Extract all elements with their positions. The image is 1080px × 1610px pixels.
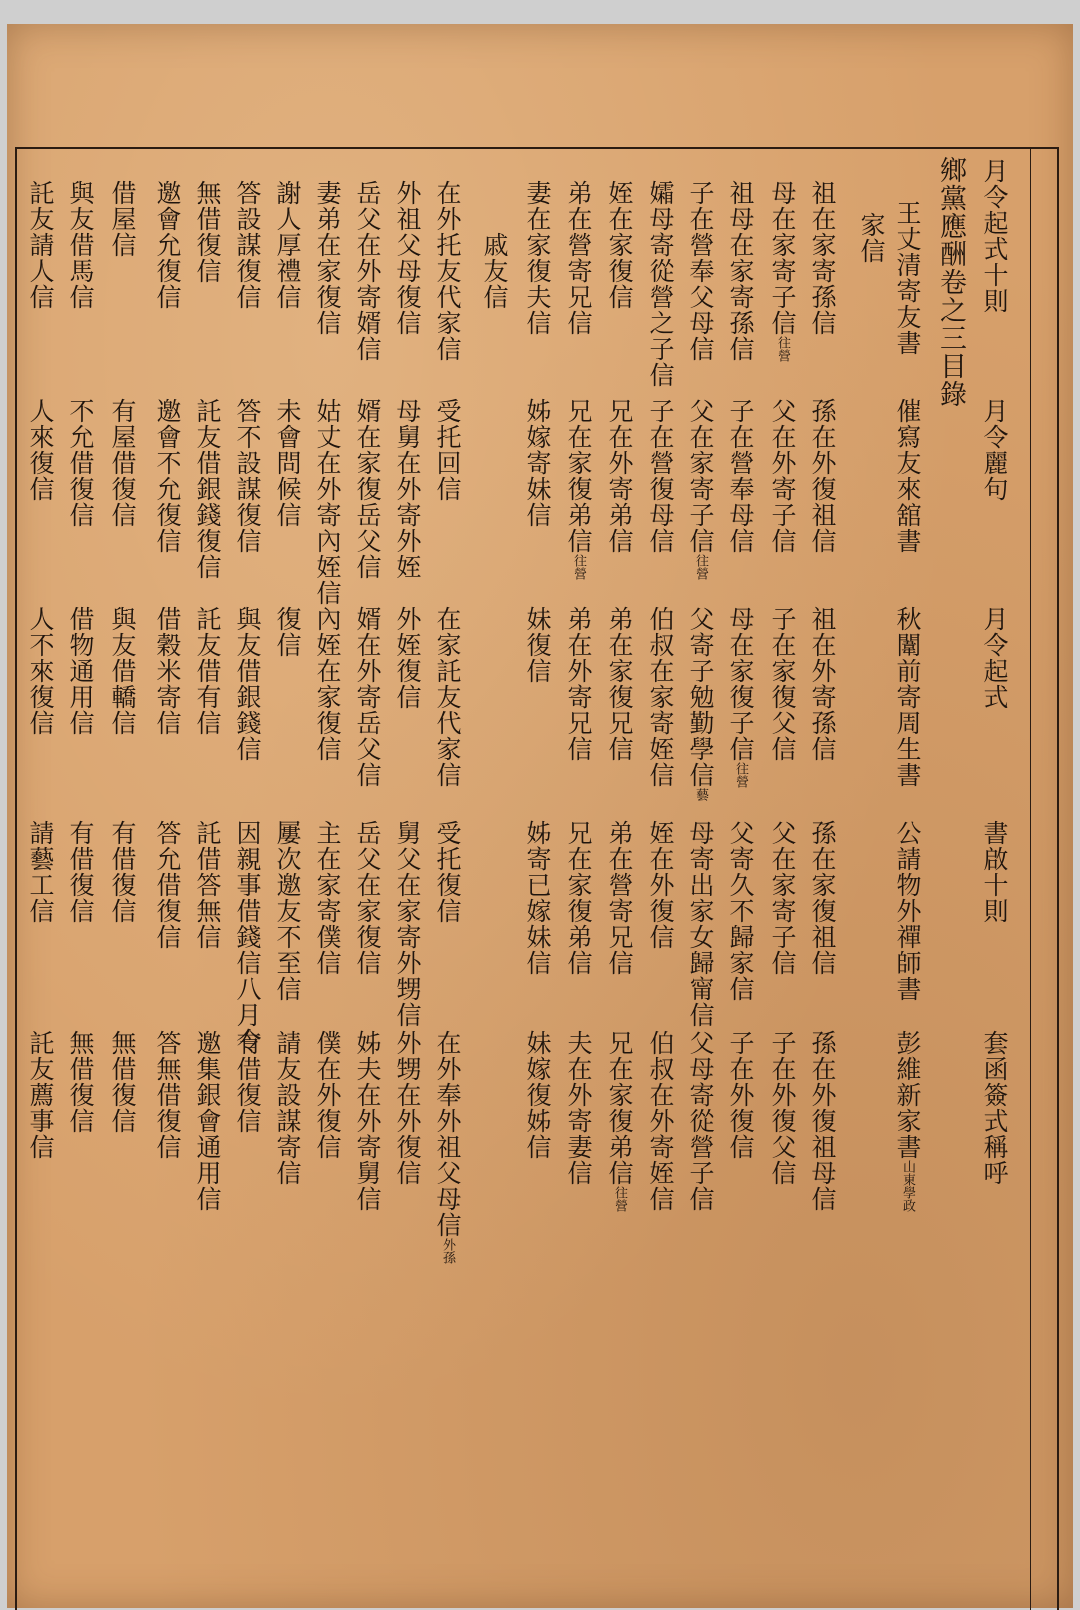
section-entry: [982, 398, 1007, 502]
relatives-letter-entry: [28, 1030, 53, 1160]
named-letter-entry-note: 山東學政: [900, 1160, 915, 1212]
family-letter-entry-label: 母寄出家女歸甯信: [686, 820, 715, 1028]
family-letter-entry: [728, 1030, 753, 1160]
relatives-letter-entry-label: 岳父在外寄婿信: [353, 180, 382, 362]
relatives-letter-entry: [395, 1030, 420, 1186]
family-letter-entry: [607, 180, 632, 310]
relatives-letter-entry: [315, 820, 340, 976]
named-letter-entry: [895, 200, 920, 356]
family-letter-entry-label: 祖在家寄孫信: [808, 180, 837, 336]
relatives-letter-entry-label: 不允借復信: [66, 398, 95, 528]
relatives-letter-entry: [435, 180, 460, 362]
relatives-letter-entry-label: 邀會允復信: [153, 180, 182, 310]
relatives-letter-entry-label: 託友請人信: [26, 180, 55, 310]
relatives-letter-entry-label: 婿在家復岳父信: [353, 398, 382, 580]
family-letter-entry: [688, 1030, 713, 1212]
relatives-letter-entry: [315, 180, 340, 336]
section-entry: [982, 606, 1007, 710]
relatives-letter-entry: [68, 180, 93, 310]
family-letter-entry-label: 父寄久不歸家信: [726, 820, 755, 1002]
relatives-letter-entry: [315, 398, 340, 606]
section-entry: [982, 1030, 1007, 1186]
relatives-letter-entry-label: 答設謀復信: [233, 180, 262, 310]
family-letter-entry-note: 往營: [693, 554, 708, 580]
relatives-letter-entry-label: 姊夫在外寄舅信: [353, 1030, 382, 1212]
family-letter-entry-label: 子在外復信: [726, 1030, 755, 1160]
relatives-letter-entry-label: 託友借銀錢復信: [193, 398, 222, 580]
relatives-letter-entry-label: 僕在外復信: [313, 1030, 342, 1160]
family-letter-entry: [728, 820, 753, 1002]
family-letter-entry-label: 兄在家復弟信: [605, 1030, 634, 1186]
family-letter-entry-label: 子在營奉母信: [726, 398, 755, 554]
relatives-letter-entry: [235, 180, 260, 310]
named-letter-entry: [895, 1030, 920, 1212]
relatives-letter-entry-label: 外甥在外復信: [393, 1030, 422, 1186]
section-entry: [982, 158, 1007, 314]
family-letter-entry-label: 祖在外寄孫信: [808, 606, 837, 762]
family-letter-entry-label: 孀母寄從營之子信: [646, 180, 675, 388]
relatives-letter-entry: [110, 820, 135, 924]
family-letter-entry: [688, 180, 713, 362]
relatives-letter-entry: [355, 180, 380, 362]
relatives-letter-entry-label: 屢次邀友不至信: [273, 820, 302, 1002]
relatives-letter-entry: [355, 606, 380, 788]
relatives-letter-entry: [68, 820, 93, 924]
relatives-letter-entry-label: 借物通用信: [66, 606, 95, 736]
family-letter-entry-label: 弟在家復兄信: [605, 606, 634, 762]
family-letter-entry: [607, 820, 632, 976]
family-letter-entry: [525, 606, 550, 684]
relatives-letter-entry: [195, 180, 220, 284]
family-letter-entry: [810, 1030, 835, 1212]
relatives-letter-entry: [155, 606, 180, 736]
relatives-letter-entry-label: 復信: [273, 606, 302, 658]
family-letter-entry-label: 妻在家復夫信: [523, 180, 552, 336]
relatives-letter-entry-label: 受托復信: [433, 820, 462, 924]
relatives-letter-entry: [355, 820, 380, 976]
family-letter-entry: [810, 606, 835, 762]
named-letter-entry-label: 彭維新家書: [893, 1030, 922, 1160]
relatives-letter-entry: [28, 820, 53, 924]
section-entry-label: 月令起式: [980, 606, 1009, 710]
family-letter-entry-label: 母在家復子信: [726, 606, 755, 762]
relatives-letter-entry: [435, 606, 460, 788]
relatives-letter-entry-label: 在外奉外祖父母信: [433, 1030, 462, 1238]
family-letter-entry-label: 父母寄從營子信: [686, 1030, 715, 1212]
family-letter-entry-label: 兄在家復弟信: [564, 398, 593, 554]
named-letter-entry: [895, 820, 920, 1002]
family-letter-entry-note: 往營: [775, 336, 790, 362]
relatives-letter-entry: [195, 398, 220, 580]
family-letter-entry: [525, 180, 550, 336]
relatives-letter-entry-label: 母舅在外寄外姪: [393, 398, 422, 580]
relatives-letter-entry-label: 人不來復信: [26, 606, 55, 736]
family-letter-entry-label: 子在營復母信: [646, 398, 675, 554]
relatives-letter-entry: [315, 1030, 340, 1160]
family-letter-entry-label: 伯叔在家寄姪信: [646, 606, 675, 788]
relatives-letter-entry-label: 外姪復信: [393, 606, 422, 710]
relatives-letter-entry-label: 人來復信: [26, 398, 55, 502]
relatives-letter-entry-label: 有借復信: [66, 820, 95, 924]
book-title: 鄉黨應酬卷之三目錄: [935, 156, 966, 408]
relatives-letter-entry-label: 無借復信: [108, 1030, 137, 1134]
relatives-letter-entry-label: 舅父在家寄外甥信: [393, 820, 422, 1028]
relatives-letter-entry: [275, 1030, 300, 1186]
relatives-letter-entry: [395, 180, 420, 336]
relatives-letter-entry: [355, 398, 380, 580]
section-entry-label: 套函簽式稱呼: [980, 1030, 1009, 1186]
relatives-letter-entry-label: 託友借有信: [193, 606, 222, 736]
named-letter-entry-label: 公請物外禪師書: [893, 820, 922, 1002]
family-letter-entry-note: 往營: [733, 762, 748, 788]
family-letter-entry: [566, 1030, 591, 1186]
family-letter-entry-label: 妹復信: [523, 606, 552, 684]
family-letter-entry-note: 往營: [571, 554, 586, 580]
family-letter-entry: [566, 180, 591, 336]
family-letter-entry-note: 藝: [693, 788, 708, 801]
relatives-letter-entry-label: 與友借銀錢信: [233, 606, 262, 762]
family-letter-entry: [648, 398, 673, 554]
relatives-letter-entry: [235, 398, 260, 554]
family-letter-entry-label: 弟在營寄兄信: [605, 820, 634, 976]
relatives-letter-entry: [195, 820, 220, 950]
family-letter-entry-label: 父寄子勉勤學信: [686, 606, 715, 788]
relatives-letter-entry-label: 與友借轎信: [108, 606, 137, 736]
family-letter-entry: [770, 820, 795, 976]
relatives-letter-entry-label: 外祖父母復信: [393, 180, 422, 336]
relatives-letter-entry: [155, 1030, 180, 1160]
relatives-letter-entry: [110, 398, 135, 528]
relatives-letter-entry: [155, 398, 180, 554]
family-letter-entry: [607, 606, 632, 762]
named-letter-entry-label: 王丈清寄友書: [893, 200, 922, 356]
family-letter-entry-label: 夫在外寄妻信: [564, 1030, 593, 1186]
named-letter-entry-label: 秋闈前寄周生書: [893, 606, 922, 788]
family-letter-entry-label: 姊嫁寄妹信: [523, 398, 552, 528]
family-letter-entry-label: 母在家寄子信: [768, 180, 797, 336]
section-entry: [982, 820, 1007, 924]
family-letter-entry-label: 妹嫁復姊信: [523, 1030, 552, 1160]
family-letter-entry: [648, 606, 673, 788]
relatives-letter-entry: [275, 180, 300, 310]
section-entry-label: 書啟十則: [980, 820, 1009, 924]
family-letter-entry-label: 父在家寄子信: [768, 820, 797, 976]
family-letter-entry: [728, 606, 753, 788]
relatives-letter-entry: [275, 398, 300, 528]
relatives-letter-entry-label: 答允借復信: [153, 820, 182, 950]
family-letter-entry: [728, 398, 753, 554]
relatives-letter-entry: [110, 180, 135, 258]
family-letter-entry: [770, 180, 795, 362]
relatives-letters-heading: 戚友信: [480, 232, 509, 310]
family-letter-entry-label: 祖母在家寄孫信: [726, 180, 755, 362]
family-letters-heading: 家信: [857, 212, 886, 264]
family-letter-entry-label: 兄在外寄弟信: [605, 398, 634, 554]
relatives-letter-entry-label: 借穀米寄信: [153, 606, 182, 736]
family-letter-entry: [648, 180, 673, 388]
relatives-letter-entry-label: 邀集銀會通用信: [193, 1030, 222, 1212]
relatives-letter-entry-label: 有借復信: [233, 1030, 262, 1134]
family-letter-entry: [688, 820, 713, 1028]
relatives-letter-entry-label: 邀會不允復信: [153, 398, 182, 554]
relatives-letter-entry: [235, 606, 260, 762]
relatives-letter-entry-label: 有借復信: [108, 820, 137, 924]
relatives-letter-entry: [68, 606, 93, 736]
family-letter-entry: [810, 180, 835, 336]
section-entry-label: 月令麗句: [980, 398, 1009, 502]
family-letter-entry-label: 姪在家復信: [605, 180, 634, 310]
relatives-letter-entry-label: 姑丈在外寄內姪信: [313, 398, 342, 606]
relatives-letter-entry-label: 內姪在家復信: [313, 606, 342, 762]
relatives-letter-entry: [275, 820, 300, 1002]
family-letter-entry-label: 弟在外寄兄信: [564, 606, 593, 762]
family-letter-entry: [566, 398, 591, 580]
family-letter-entry-label: 子在外復父信: [768, 1030, 797, 1186]
family-letter-entry-label: 孫在外復祖母信: [808, 1030, 837, 1212]
relatives-letter-entry: [28, 398, 53, 502]
relatives-letter-entry-label: 答無借復信: [153, 1030, 182, 1160]
relatives-letter-entry-label: 受托回信: [433, 398, 462, 502]
relatives-letter-entry: [395, 820, 420, 1028]
relatives-letter-entry-label: 因親事借錢信八月令: [233, 820, 262, 1054]
book-page: [7, 24, 1073, 1608]
family-letter-entry-label: 子在營奉父母信: [686, 180, 715, 362]
named-letter-entry-label: 催寫友來舘書: [893, 398, 922, 554]
relatives-letter-entry-label: 妻弟在家復信: [313, 180, 342, 336]
family-letter-entry: [810, 398, 835, 554]
named-letter-entry: [895, 606, 920, 788]
relatives-letter-entry: [435, 398, 460, 502]
family-letter-entry: [648, 820, 673, 950]
family-letter-entry: [566, 606, 591, 762]
relatives-letter-entry-label: 與友借馬信: [66, 180, 95, 310]
relatives-letter-entry: [275, 606, 300, 658]
relatives-letter-entry-label: 婿在外寄岳父信: [353, 606, 382, 788]
family-letter-entry: [607, 398, 632, 554]
relatives-letter-entry-label: 在外托友代家信: [433, 180, 462, 362]
relatives-letter-entry: [195, 1030, 220, 1212]
relatives-letter-entry-label: 主在家寄僕信: [313, 820, 342, 976]
family-letter-entry: [810, 820, 835, 976]
relatives-letter-entry: [435, 820, 460, 924]
family-letter-entry: [770, 606, 795, 762]
relatives-letter-entry: [355, 1030, 380, 1212]
relatives-letter-entry-label: 請藝工信: [26, 820, 55, 924]
relatives-letter-entry: [315, 606, 340, 762]
relatives-letter-entry-label: 借屋信: [108, 180, 137, 258]
family-letter-entry: [688, 606, 713, 801]
relatives-letter-entry-label: 無借復信: [66, 1030, 95, 1134]
family-letter-entry-label: 兄在家復弟信: [564, 820, 593, 976]
family-letter-entry: [525, 1030, 550, 1160]
relatives-letter-entry: [68, 1030, 93, 1134]
relatives-letter-entry-note: 外孫: [440, 1238, 455, 1264]
family-letter-entry: [607, 1030, 632, 1212]
relatives-letter-entry-label: 請友設謀寄信: [273, 1030, 302, 1186]
family-letter-entry: [770, 398, 795, 554]
relatives-letter-entry: [395, 398, 420, 580]
relatives-letter-entry: [235, 820, 260, 1054]
relatives-letter-entry: [435, 1030, 460, 1264]
relatives-letter-entry-label: 無借復信: [193, 180, 222, 284]
margin-rule: [1030, 149, 1031, 1610]
family-letter-entry-label: 姪在外復信: [646, 820, 675, 950]
family-letter-entry: [648, 1030, 673, 1212]
relatives-letter-entry-label: 答不設謀復信: [233, 398, 262, 554]
relatives-letter-entry-label: 謝人厚禮信: [273, 180, 302, 310]
relatives-letter-entry: [110, 1030, 135, 1134]
family-letter-entry: [770, 1030, 795, 1186]
relatives-letter-entry-label: 在家託友代家信: [433, 606, 462, 788]
relatives-letter-entry: [195, 606, 220, 736]
family-letter-entry-label: 父在外寄子信: [768, 398, 797, 554]
relatives-letter-entry: [28, 606, 53, 736]
relatives-letter-entry: [155, 820, 180, 950]
family-letter-entry: [525, 820, 550, 976]
family-letter-entry-label: 伯叔在外寄姪信: [646, 1030, 675, 1212]
family-letter-entry: [566, 820, 591, 976]
relatives-letter-entry: [155, 180, 180, 310]
relatives-letter-entry-label: 有屋借復信: [108, 398, 137, 528]
family-letter-entry-note: 往營: [612, 1186, 627, 1212]
relatives-letter-entry: [395, 606, 420, 710]
relatives-letter-entry-label: 託友薦事信: [26, 1030, 55, 1160]
family-letter-entry-label: 孫在家復祖信: [808, 820, 837, 976]
family-letter-entry: [728, 180, 753, 362]
named-letter-entry: [895, 398, 920, 554]
family-letter-entry-label: 孫在外復祖信: [808, 398, 837, 554]
relatives-letter-entry: [235, 1030, 260, 1134]
family-letter-entry-label: 弟在營寄兄信: [564, 180, 593, 336]
relatives-letter-entry-label: 託借答無信: [193, 820, 222, 950]
relatives-letter-entry: [68, 398, 93, 528]
relatives-letter-entry-label: 岳父在家復信: [353, 820, 382, 976]
family-letter-entry: [525, 398, 550, 528]
relatives-letter-entry-label: 未會問候信: [273, 398, 302, 528]
section-entry-label: 月令起式十則: [980, 158, 1009, 314]
family-letter-entry-label: 子在家復父信: [768, 606, 797, 762]
relatives-letter-entry: [110, 606, 135, 736]
family-letter-entry: [688, 398, 713, 580]
family-letter-entry-label: 姊寄已嫁妹信: [523, 820, 552, 976]
relatives-letter-entry: [28, 180, 53, 310]
family-letter-entry-label: 父在家寄子信: [686, 398, 715, 554]
